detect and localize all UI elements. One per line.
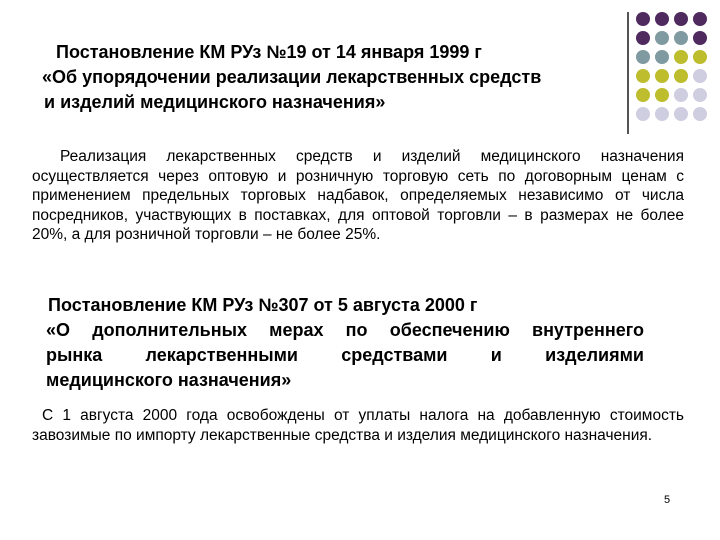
section2-heading-line: «О дополнительных мерах по обеспечению внутреннего xyxy=(46,320,644,340)
decorative-dot xyxy=(655,31,669,45)
vertical-divider-line xyxy=(627,12,629,134)
decorative-dot xyxy=(636,50,650,64)
page-number: 5 xyxy=(664,494,671,506)
decorative-dot xyxy=(636,12,650,26)
decorative-dot xyxy=(674,50,688,64)
section2-heading xyxy=(46,293,644,393)
decorative-dot xyxy=(655,107,669,121)
section2-paragraph: С 1 августа 2000 года освобождены от уплаты налога на добавленную стоимость завозимые по импорту лекарственные средства и изделия медицинского назначения. xyxy=(32,407,684,444)
decorative-dot xyxy=(674,31,688,45)
decorative-dot xyxy=(636,88,650,102)
decorative-dot xyxy=(674,12,688,26)
section2-heading-line: рынка лекарственными средствами и изделиями xyxy=(46,345,644,365)
section2-heading-line: медицинского назначения» xyxy=(46,370,292,390)
decorative-dot xyxy=(655,12,669,26)
decorative-dot xyxy=(693,69,707,83)
decorative-dot xyxy=(674,88,688,102)
section1-heading xyxy=(42,40,612,115)
section1-paragraph: Реализация лекарственных средств и изделий медицинского назначения осуществляется через оптовую и розничную торговую сеть по договорным ценам с применением предельных торговых надбавок, определяемых независимо от числа посредников, участвующих в поставках, для оптовой торговли – в размерах не более 20%, а для розничной торговли – не более 25%. xyxy=(32,148,684,244)
decorative-dot xyxy=(655,69,669,83)
decorative-dot xyxy=(693,107,707,121)
decorative-dot xyxy=(674,69,688,83)
decorative-dot xyxy=(636,107,650,121)
section1-heading-line: Постановление КМ РУз №19 от 14 января 1999 г xyxy=(56,42,482,62)
decorative-dot xyxy=(655,50,669,64)
section2-heading-line: Постановление КМ РУз №307 от 5 августа 2000 г xyxy=(48,295,478,315)
decorative-dot xyxy=(636,69,650,83)
decorative-dot xyxy=(693,31,707,45)
decorative-dot xyxy=(693,88,707,102)
decorative-dot-grid xyxy=(636,12,720,124)
decorative-dot xyxy=(674,107,688,121)
decorative-dot xyxy=(693,50,707,64)
decorative-dot xyxy=(636,31,650,45)
decorative-dot xyxy=(655,88,669,102)
decorative-dot xyxy=(693,12,707,26)
section1-heading-line: и изделий медицинского назначения» xyxy=(44,92,386,112)
section1-heading-line: «Об упорядочении реализации лекарственных средств xyxy=(42,67,542,87)
